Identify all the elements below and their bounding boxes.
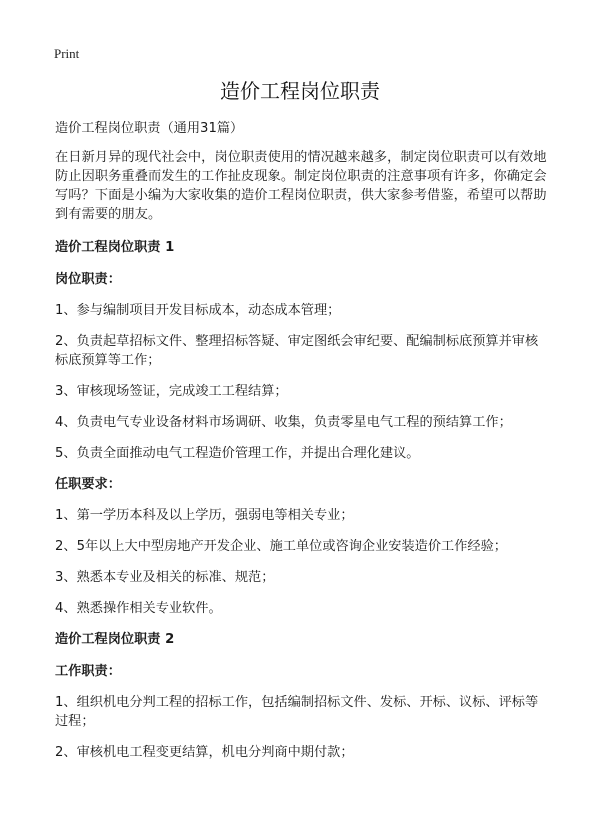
list-item: 3、熟悉本专业及相关的标准、规范； bbox=[55, 570, 275, 585]
group-heading: 岗位职责： bbox=[55, 272, 121, 287]
list-item: 5、负责全面推动电气工程造价管理工作，并提出合理化建议。 bbox=[55, 446, 420, 461]
list-item: 4、熟悉操作相关专业软件。 bbox=[55, 601, 222, 616]
list-item: 2、审核机电工程变更结算，机电分判商中期付款； bbox=[55, 745, 354, 760]
section-heading: 造价工程岗位职责 2 bbox=[55, 632, 175, 647]
group-requirements bbox=[55, 475, 551, 618]
list-item: 3、审核现场签证，完成竣工工程结算； bbox=[55, 384, 288, 399]
group-duties bbox=[55, 270, 551, 463]
list-item: 4、负责电气专业设备材料市场调研、收集，负责零星电气工程的预结算工作； bbox=[55, 415, 512, 430]
section-2 bbox=[55, 630, 551, 762]
group-heading: 任职要求： bbox=[55, 477, 121, 492]
group-heading: 工作职责： bbox=[55, 664, 121, 679]
list-item: 1、参与编制项目开发目标成本，动态成本管理； bbox=[55, 303, 341, 318]
list-item: 1、第一学历本科及以上学历，强弱电等相关专业； bbox=[55, 508, 354, 523]
intro-paragraph: 在日新月异的现代社会中，岗位职责使用的情况越来越多，制定岗位职责可以有效地防止因职务重叠而发生的工作扯皮现象。制定岗位职责的注意事项有许多，你确定会写吗？下面是小编为大家收集的造价工程岗位职责，供大家参考借鉴，希望可以帮助到有需要的朋友。 bbox=[55, 150, 547, 222]
document-subtitle: 造价工程岗位职责（通用31篇） bbox=[55, 121, 244, 136]
page-title: 造价工程岗位职责 bbox=[220, 79, 380, 103]
section-heading: 造价工程岗位职责 1 bbox=[55, 240, 175, 255]
list-item: 1、组织机电分判工程的招标工作，包括编制招标文件、发标、开标、议标、评标等过程； bbox=[55, 695, 539, 729]
document-body bbox=[55, 119, 551, 774]
section-1 bbox=[55, 238, 551, 618]
group-work-duties bbox=[55, 662, 551, 762]
print-link[interactable]: Print bbox=[54, 46, 80, 61]
list-item: 2、5年以上大中型房地产开发企业、施工单位或咨询企业安装造价工作经验； bbox=[55, 539, 507, 554]
list-item: 2、负责起草招标文件、整理招标答疑、审定图纸会审纪要、配编制标底预算并审核标底预算等工作； bbox=[55, 334, 539, 368]
